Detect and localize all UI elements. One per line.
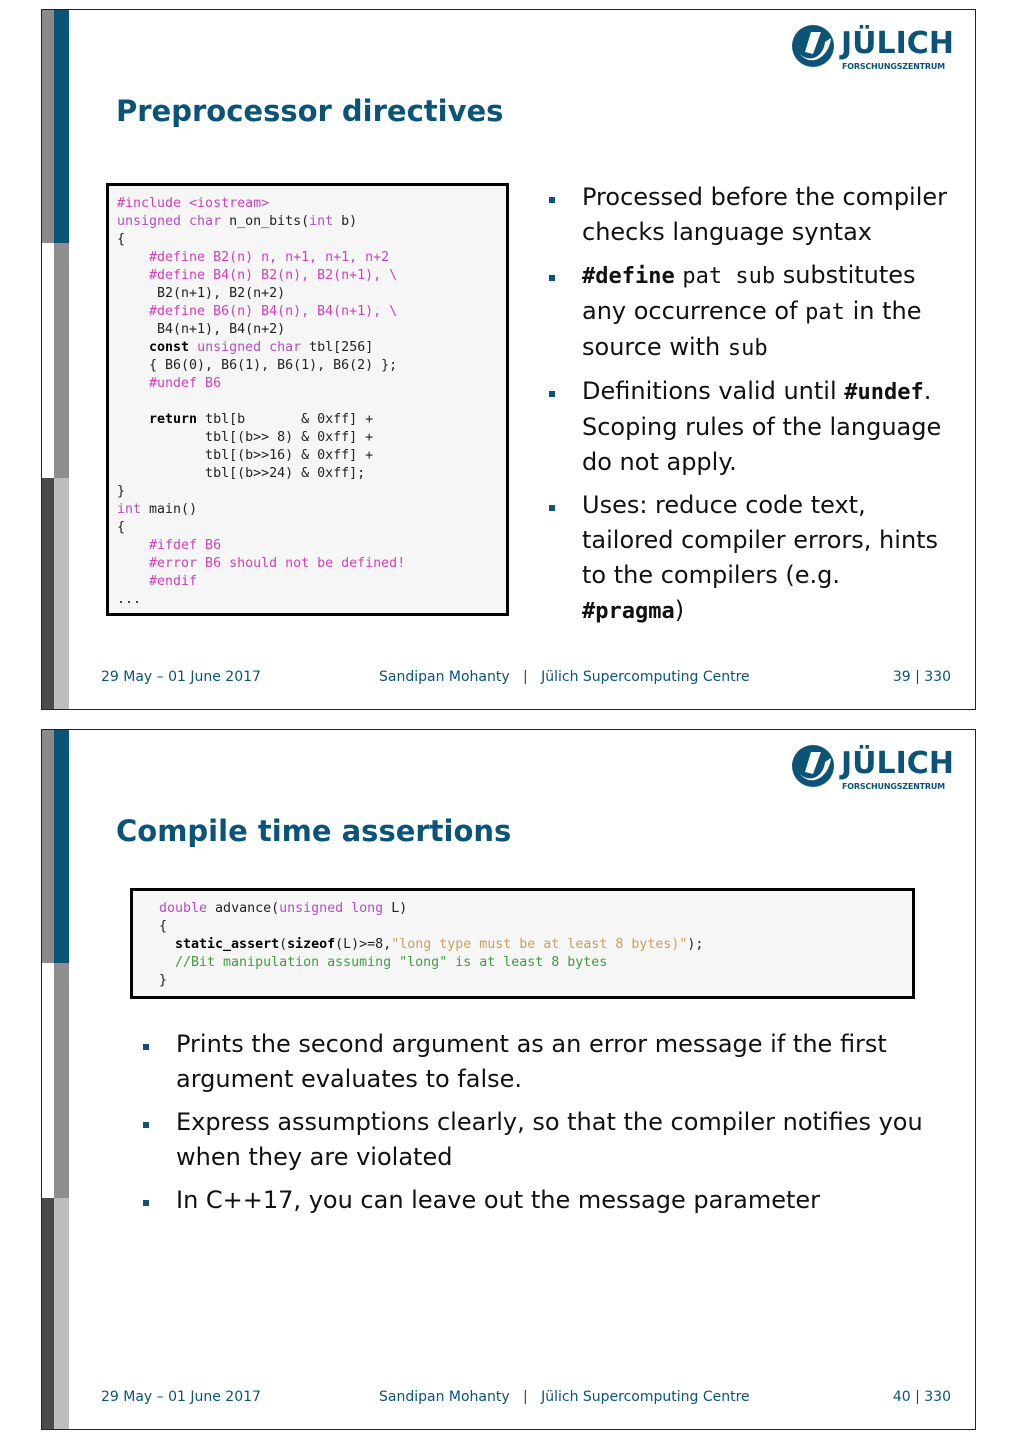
list-item: Uses: reduce code text, tailored compiler errors, hints to the compilers (e.g. #pragma)	[549, 488, 949, 629]
bullet-list	[549, 180, 949, 637]
footer-date: 29 May – 01 June 2017	[101, 669, 261, 685]
julich-logo-icon	[791, 24, 835, 68]
logo-subtitle: FORSCHUNGSZENTRUM	[842, 782, 945, 791]
slide-footer	[42, 1389, 975, 1411]
left-decor-bar	[42, 730, 69, 1429]
julich-logo-icon	[791, 744, 835, 788]
logo-word: JÜLICH	[841, 746, 954, 781]
list-item: Processed before the compiler checks language syntax	[549, 180, 949, 250]
slide-39	[41, 9, 976, 710]
footer-center: Sandipan Mohanty | Jülich Supercomputing Centre	[379, 1389, 750, 1405]
list-item: Prints the second argument as an error message if the first argument evaluates to false.	[143, 1027, 933, 1097]
code-block: #include <iostream> unsigned char n_on_bits(int b) { #define B2(n) n, n+1, n+1, n+2 #define B4(n) B2(n), B2(n+1), \ B2(n+1), B2(n+2) #define B6(n) B4(n), B4(n+1), \ B4(n+1), B4(n+2) const unsigned char tbl[256] { B6(0), B6(1), B6(1), B6(2) }; #undef B6 return tbl[b & 0xff] + tbl[(b>> 8) & 0xff] + tbl[(b>>16) & 0xff] + tbl[(b>>24) & 0xff]; } int main() { #ifdef B6 #error B6 should not be defined! #endif ...	[106, 183, 509, 616]
code-block: double advance(unsigned long L) { static_assert(sizeof(L)>=8,"long type must be at least 8 bytes)"); //Bit manipulation assuming "long" is at least 8 bytes }	[130, 888, 915, 999]
julich-logo	[791, 24, 954, 74]
logo-word: JÜLICH	[841, 26, 954, 61]
footer-center: Sandipan Mohanty | Jülich Supercomputing Centre	[379, 669, 750, 685]
footer-page: 40 | 330	[892, 1389, 951, 1405]
logo-subtitle: FORSCHUNGSZENTRUM	[842, 62, 945, 71]
bullet-list	[143, 1027, 933, 1226]
slide-40	[41, 729, 976, 1430]
list-item: Express assumptions clearly, so that the compiler notifies you when they are violated	[143, 1105, 933, 1175]
list-item: Definitions valid until #undef. Scoping rules of the language do not apply.	[549, 374, 949, 480]
slide-footer	[42, 669, 975, 691]
footer-page: 39 | 330	[892, 669, 951, 685]
list-item: #define pat sub substitutes any occurrence of pat in the source with sub	[549, 258, 949, 366]
code-line: unsigned char n_on_bits(int b)	[117, 214, 358, 229]
slide-title: Compile time assertions	[116, 814, 512, 848]
list-item: In C++17, you can leave out the message parameter	[143, 1183, 933, 1218]
slide-title: Preprocessor directives	[116, 94, 504, 128]
julich-logo	[791, 744, 954, 794]
left-decor-bar	[42, 10, 69, 709]
footer-date: 29 May – 01 June 2017	[101, 1389, 261, 1405]
